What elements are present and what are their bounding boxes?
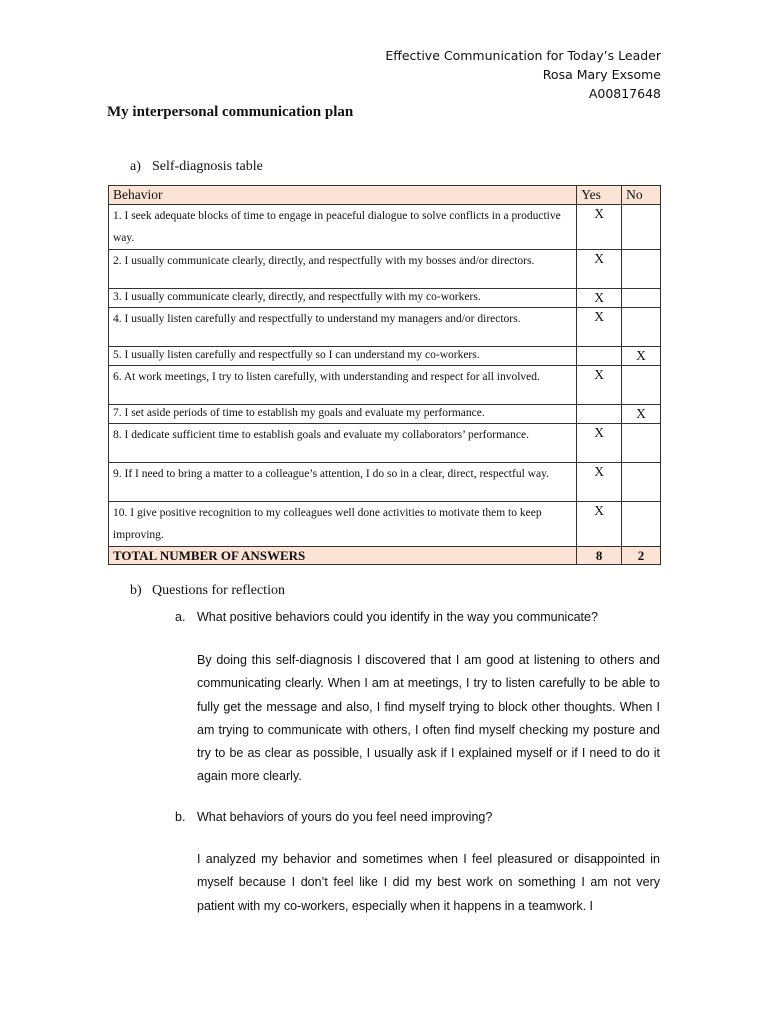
table-row: [109, 205, 661, 250]
yes-cell: X: [577, 366, 622, 405]
table-row: [109, 463, 661, 502]
yes-cell: X: [577, 502, 622, 547]
total-label: TOTAL NUMBER OF ANSWERS: [109, 547, 577, 565]
table-row: [109, 289, 661, 308]
yes-cell: X: [577, 250, 622, 289]
yes-cell: X: [577, 424, 622, 463]
table-row: [109, 347, 661, 366]
table-row: [109, 502, 661, 547]
yes-cell: [577, 347, 622, 366]
no-cell: [622, 308, 661, 347]
question-b: [175, 810, 492, 824]
header-no: No: [622, 186, 661, 205]
student-id: A00817648: [588, 86, 661, 101]
no-cell: X: [622, 347, 661, 366]
table-row: [109, 250, 661, 289]
question-b-text: What behaviors of yours do you feel need improving?: [197, 810, 493, 824]
table-row: [109, 405, 661, 424]
behavior-cell: 3. I usually communicate clearly, directly, and respectfully with my co-workers.: [109, 289, 577, 308]
question-a-text: What positive behaviors could you identify in the way you communicate?: [197, 610, 598, 624]
table-row: [109, 366, 661, 405]
course-name: Effective Communication for Today’s Leader: [385, 48, 661, 63]
behavior-cell: 1. I seek adequate blocks of time to engage in peaceful dialogue to solve conflicts in a productive way.: [109, 205, 577, 250]
yes-cell: X: [577, 205, 622, 250]
header-behavior: Behavior: [109, 186, 577, 205]
total-no: 2: [622, 547, 661, 565]
behavior-cell: 6. At work meetings, I try to listen carefully, with understanding and respect for all involved.: [109, 366, 577, 405]
behavior-cell: 8. I dedicate sufficient time to establish goals and evaluate my collaborators’ performance.: [109, 424, 577, 463]
document-header: [385, 46, 661, 103]
no-cell: [622, 250, 661, 289]
table-row: [109, 308, 661, 347]
section-a-letter: a): [130, 159, 141, 174]
no-cell: [622, 289, 661, 308]
table-row: [109, 424, 661, 463]
behavior-cell: 10. I give positive recognition to my colleagues well done activities to motivate them to keep improving.: [109, 502, 577, 547]
total-yes: 8: [577, 547, 622, 565]
question-b-letter: b.: [175, 810, 186, 824]
section-b-heading: [130, 583, 285, 599]
yes-cell: X: [577, 289, 622, 308]
table-header-row: [109, 186, 661, 205]
no-cell: [622, 502, 661, 547]
no-cell: [622, 424, 661, 463]
behavior-cell: 4. I usually listen carefully and respectfully to understand my managers and/or directors.: [109, 308, 577, 347]
yes-cell: [577, 405, 622, 424]
question-a-letter: a.: [175, 610, 186, 624]
author-name: Rosa Mary Exsome: [542, 67, 661, 82]
no-cell: [622, 205, 661, 250]
section-b-label: Questions for reflection: [152, 583, 285, 598]
header-yes: Yes: [577, 186, 622, 205]
behavior-cell: 7. I set aside periods of time to establish my goals and evaluate my performance.: [109, 405, 577, 424]
no-cell: [622, 463, 661, 502]
answer-b: I analyzed my behavior and sometimes when I feel pleasured or disappointed in myself because I don’t feel like I did my best work on something I am not very patient with my co-workers, especially when it happens in a teamwork. I: [197, 852, 660, 913]
section-a-label: Self-diagnosis table: [152, 159, 263, 174]
behavior-cell: 2. I usually communicate clearly, directly, and respectfully with my bosses and/or directors.: [109, 250, 577, 289]
question-a: [175, 610, 598, 624]
section-b-letter: b): [130, 583, 142, 598]
yes-cell: X: [577, 463, 622, 502]
page-title: My interpersonal communication plan: [107, 104, 354, 120]
yes-cell: X: [577, 308, 622, 347]
no-cell: [622, 366, 661, 405]
no-cell: X: [622, 405, 661, 424]
behavior-cell: 5. I usually listen carefully and respectfully so I can understand my co-workers.: [109, 347, 577, 366]
self-diagnosis-table: [108, 185, 661, 565]
section-a-heading: [130, 159, 263, 175]
total-row: [109, 547, 661, 565]
answer-a: By doing this self-diagnosis I discovered that I am good at listening to others and communicating clearly. When I am at meetings, I try to listen carefully to be able to fully get the message and also, I find myself trying to block other thoughts. When I am trying to communicate with others, I often find myself checking my posture and try to be as clear as possible, I usually ask if I explained myself or if I need to do it again more clearly.: [197, 653, 660, 784]
behavior-cell: 9. If I need to bring a matter to a colleague’s attention, I do so in a clear, direct, respectful way.: [109, 463, 577, 502]
